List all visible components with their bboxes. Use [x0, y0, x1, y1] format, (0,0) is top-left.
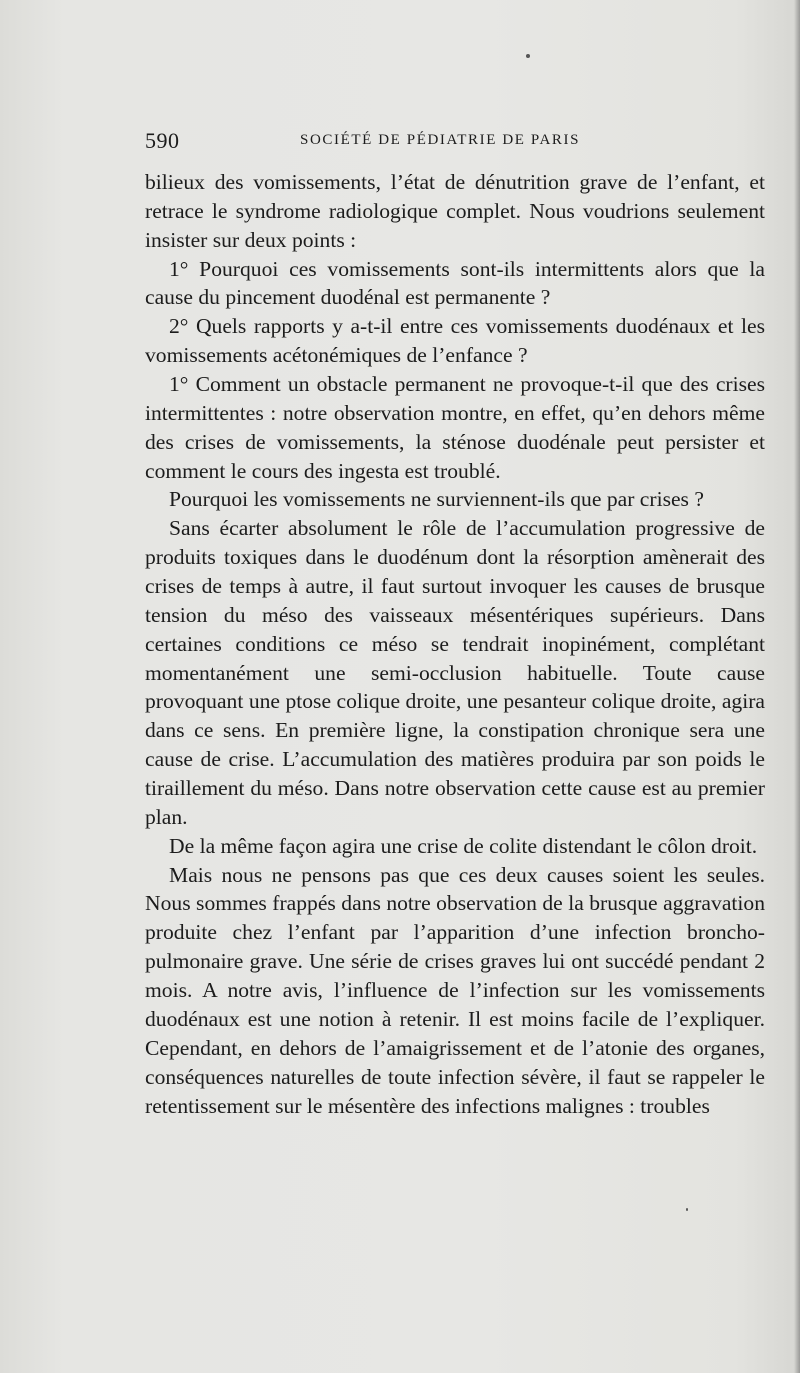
paragraph: Sans écarter absolument le rôle de l’accumulation progressive de produits toxiques dans le duodénum dont la résorption amènerait des crises de temps à autre, il faut surtout invoquer les causes de brusque tension du méso des vaisseaux mésentériques supérieurs. Dans certaines conditions ce méso se tendrait inopinément, complétant momentanément une semi-occlusion habituelle. Toute cause provoquant une ptose colique droite, une pesanteur colique droite, agira dans ce sens. En première ligne, la constipation chronique sera une cause de crise. L’accumulation des matières produira par son poids le tiraillement du méso. Dans notre observation cette cause est au premier plan.: [145, 516, 765, 829]
paragraph: bilieux des vomissements, l’état de dénutrition grave de l’enfant, et retrace le syndrome radiologique complet. Nous voudrions seulement insister sur deux points :: [145, 170, 765, 252]
speck-mark: [686, 1208, 688, 1211]
paragraph: 1° Pourquoi ces vomissements sont-ils intermittents alors que la cause du pincement duodénal est permanente ?: [145, 256, 765, 310]
speck-mark: [526, 54, 530, 58]
running-head: [145, 128, 765, 154]
page-edge-shadow: [794, 0, 800, 1373]
paragraph: 2° Quels rapports y a-t-il entre ces vomissements duodénaux et les vomissements acétonémiques de l’enfance ?: [145, 314, 765, 368]
paragraph: De la même façon agira une crise de colite distendant le côlon droit.: [169, 833, 758, 858]
body-text: [145, 168, 765, 1120]
paragraph: 1° Comment un obstacle permanent ne provoque-t-il que des crises intermittentes : notre observation montre, en effet, qu’en dehors même des crises de vomissements, la sténose duodénale peut persister et comment le cours des ingesta est troublé.: [145, 372, 765, 483]
paragraph: Mais nous ne pensons pas que ces deux causes soient les seules. Nous sommes frappés dans notre observation de la brusque aggravation produite chez l’enfant par l’apparition d’une infection broncho-pulmonaire grave. Une série de crises graves lui ont succédé pendant 2 mois. A notre avis, l’influence de l’infection sur les vomissements duodénaux est une notion à retenir. Il est moins facile de l’expliquer. Cependant, en dehors de l’amaigrissement et de l’atonie des organes, conséquences naturelles de toute infection sévère, il faut se rappeler le retentissement sur le mésentère des infections malignes : troubles: [145, 862, 765, 1118]
paragraph: Pourquoi les vomissements ne surviennent-ils que par crises ?: [169, 487, 704, 512]
page-number: 590: [145, 128, 180, 153]
journal-title: SOCIÉTÉ DE PÉDIATRIE DE PARIS: [300, 132, 581, 148]
